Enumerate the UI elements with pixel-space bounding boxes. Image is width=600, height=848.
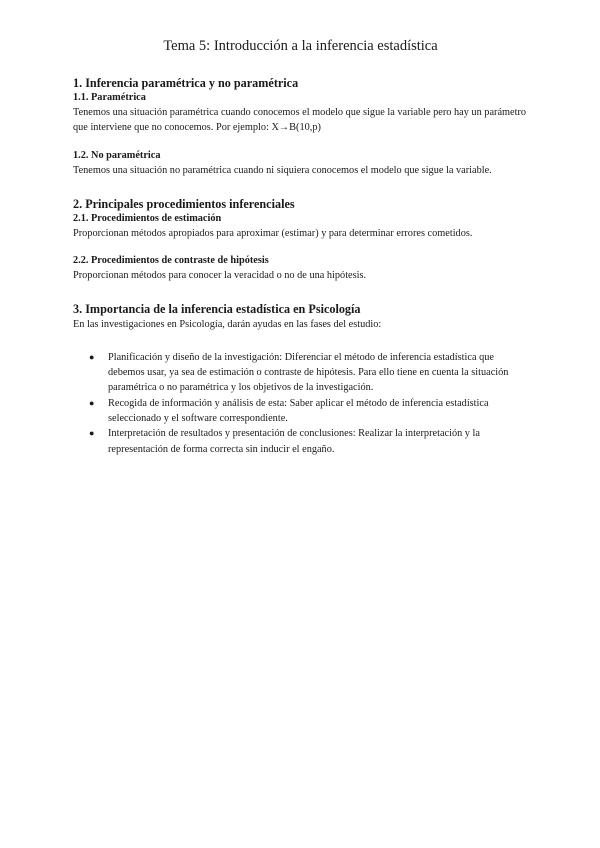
- bullet-icon: ●: [89, 351, 95, 362]
- subsection-heading: 2.2. Procedimientos de contraste de hipótesis: [73, 255, 269, 267]
- section-2: [73, 197, 528, 284]
- section-heading: 2. Principales procedimientos inferenciales: [73, 196, 295, 211]
- section-heading: 3. Importancia de la inferencia estadística en Psicología: [73, 302, 361, 317]
- list-item-text: Recogida de información y análisis de esta: Saber aplicar el método de inferencia estadística seleccionado y el software correspondiente.: [108, 397, 489, 424]
- document-title: Tema 5: Introducción a la inferencia estadística: [163, 38, 438, 54]
- list-item: [73, 396, 528, 427]
- list-item-text: Planificación y diseño de la investigación: Diferenciar el método de inferencia estadística que debemos usar, ya sea de estimación o contraste de hipótesis. Para ello tiene en cuenta la situación paramétrica o no paramétrica y los objetivos de la investigación.: [108, 351, 509, 394]
- list-item-text: Interpretación de resultados y presentación de conclusiones: Realizar la interpretación y la representación de forma correcta sin inducir el engaño.: [108, 428, 480, 455]
- list-item: [73, 426, 528, 457]
- subsection-heading: 2.1. Procedimientos de estimación: [73, 212, 222, 224]
- bullet-icon: ●: [89, 397, 95, 408]
- paragraph: Proporcionan métodos para conocer la veracidad o no de una hipótesis.: [73, 270, 367, 282]
- section-1: [73, 76, 528, 178]
- paragraph: En las investigaciones en Psicología, darán ayudas en las fases del estudio:: [73, 319, 382, 331]
- bullet-list: [73, 350, 528, 457]
- paragraph: Tenemos una situación no paramétrica cuando ni siquiera conocemos el modelo que sigue la variable.: [73, 164, 492, 176]
- paragraph: Tenemos una situación paramétrica cuando conocemos el modelo que sigue la variable pero hay un parámetro que interviene que no conocemos. Por ejemplo: X→B(10,p): [73, 107, 527, 134]
- section-heading: 1. Inferencia paramétrica y no paramétrica: [73, 76, 299, 90]
- paragraph: Proporcionan métodos apropiados para aproximar (estimar) y para determinar errores cometidos.: [73, 227, 473, 239]
- subsection-heading: 1.2. No paramétrica: [73, 149, 161, 161]
- bullet-icon: ●: [89, 428, 95, 439]
- list-item: [73, 350, 528, 396]
- section-3: [73, 302, 528, 456]
- subsection-heading: 1.1. Paramétrica: [73, 92, 146, 103]
